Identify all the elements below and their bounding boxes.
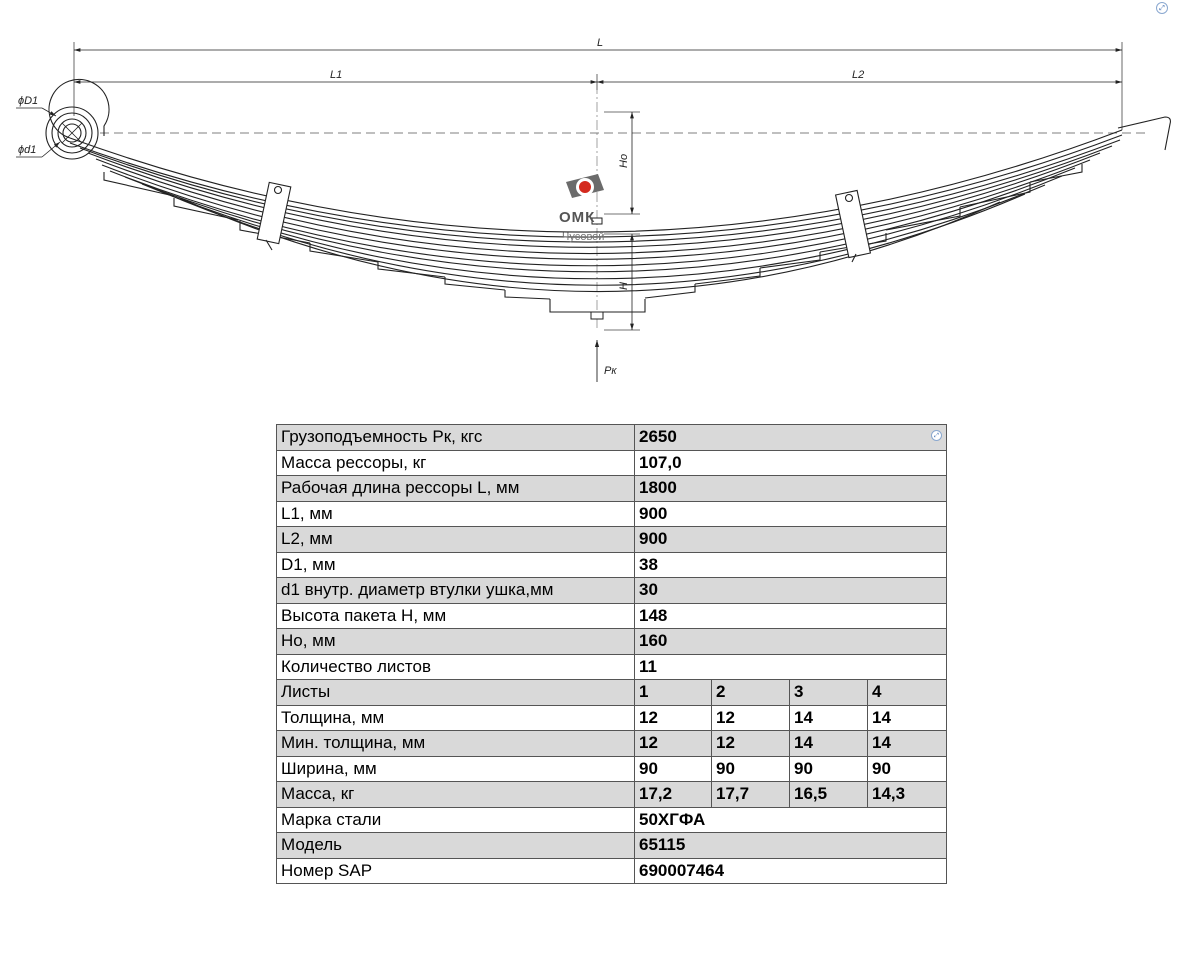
table-row — [277, 782, 947, 808]
table-row — [277, 756, 947, 782]
row-value: 50ХГФА — [635, 807, 947, 833]
leaf-cell: 14 — [790, 731, 868, 757]
row-label: L1, мм — [277, 501, 635, 527]
leaf-cell: 2 — [712, 680, 790, 706]
row-label: D1, мм — [277, 552, 635, 578]
row-label: Масса, кг — [277, 782, 635, 808]
leaf-cell: 12 — [635, 705, 712, 731]
dim-d1-label: ϕd1 — [18, 144, 37, 156]
table-row — [277, 731, 947, 757]
row-value: 160 — [635, 629, 947, 655]
spec-table — [276, 424, 947, 884]
row-label: Мин. толщина, мм — [277, 731, 635, 757]
expand-icon[interactable]: ⤢ — [931, 430, 942, 441]
leaf-cell: 1 — [635, 680, 712, 706]
leaf-cell: 90 — [790, 756, 868, 782]
leaf-cell: 12 — [635, 731, 712, 757]
spring-leaves — [70, 130, 1122, 292]
row-value: 900 — [635, 501, 947, 527]
row-value: 900 — [635, 527, 947, 553]
leaf-cell: 14 — [868, 705, 947, 731]
load-arrow — [597, 340, 617, 382]
logo-red-dot — [579, 181, 591, 193]
row-label: Марка стали — [277, 807, 635, 833]
row-value: ⤢ 2650 — [635, 425, 947, 451]
row-label: L2, мм — [277, 527, 635, 553]
table-row — [277, 578, 947, 604]
table-row — [277, 833, 947, 859]
dimension-L — [74, 37, 1122, 130]
table-row — [277, 603, 947, 629]
row-label: Высота пакета H, мм — [277, 603, 635, 629]
row-label: Ho, мм — [277, 629, 635, 655]
row-value: 1800 — [635, 476, 947, 502]
leaf-cell: 14 — [868, 731, 947, 757]
dimension-L1-L2 — [74, 69, 1122, 90]
row-label: Модель — [277, 833, 635, 859]
table-row — [277, 425, 947, 451]
table-row — [277, 476, 947, 502]
rebound-clip-left — [257, 182, 291, 250]
row-value: 30 — [635, 578, 947, 604]
table-row — [277, 807, 947, 833]
row-value: 65115 — [635, 833, 947, 859]
table-row — [277, 552, 947, 578]
dim-H-label: H — [618, 282, 630, 290]
row-label: Грузоподъемность Рк, кгс — [277, 425, 635, 451]
row-label: Ширина, мм — [277, 756, 635, 782]
load-label: Pк — [604, 365, 617, 377]
row-label: Рабочая длина рессоры L, мм — [277, 476, 635, 502]
logo-subtext: Чусовой — [562, 231, 605, 243]
leaf-cell: 12 — [712, 731, 790, 757]
leaf-cell: 90 — [635, 756, 712, 782]
table-row — [277, 527, 947, 553]
row-label: Количество листов — [277, 654, 635, 680]
leaf-spring-drawing — [0, 0, 1200, 400]
dimension-H — [604, 234, 640, 330]
row-label: Масса рессоры, кг — [277, 450, 635, 476]
spring-eye — [46, 79, 109, 159]
leaf-cell: 90 — [712, 756, 790, 782]
row-value: 11 — [635, 654, 947, 680]
dimension-Ho — [604, 112, 640, 214]
dim-L1-label: L1 — [330, 69, 343, 81]
omk-logo — [559, 174, 604, 243]
table-row — [277, 705, 947, 731]
table-row — [277, 501, 947, 527]
table-row — [277, 858, 947, 884]
row-value: 38 — [635, 552, 947, 578]
dim-L2-label: L2 — [852, 69, 865, 81]
row-value: 690007464 — [635, 858, 947, 884]
logo-text: ОМК — [559, 209, 596, 226]
table-row — [277, 654, 947, 680]
row-label: Толщина, мм — [277, 705, 635, 731]
leaf-cell: 16,5 — [790, 782, 868, 808]
leaf-cell: 14 — [790, 705, 868, 731]
leaf-cell: 17,2 — [635, 782, 712, 808]
table-row — [277, 450, 947, 476]
dim-D1-label: ϕD1 — [18, 95, 39, 107]
leaf-cell: 17,7 — [712, 782, 790, 808]
row-value: 107,0 — [635, 450, 947, 476]
expand-icon[interactable]: ⤢ — [1156, 2, 1168, 14]
leaf-cell: 12 — [712, 705, 790, 731]
leaf-cell: 3 — [790, 680, 868, 706]
row-label: d1 внутр. диаметр втулки ушка,мм — [277, 578, 635, 604]
dim-Ho-label: Ho — [618, 153, 630, 168]
row-label: Номер SAP — [277, 858, 635, 884]
row-value: 148 — [635, 603, 947, 629]
rear-end-hook — [1118, 117, 1170, 150]
table-row — [277, 680, 947, 706]
leaf-cell: 14,3 — [868, 782, 947, 808]
table-row — [277, 629, 947, 655]
row-label: Листы — [277, 680, 635, 706]
leaf-cell: 90 — [868, 756, 947, 782]
leaf-cell: 4 — [868, 680, 947, 706]
dim-L-label: L — [597, 37, 604, 49]
